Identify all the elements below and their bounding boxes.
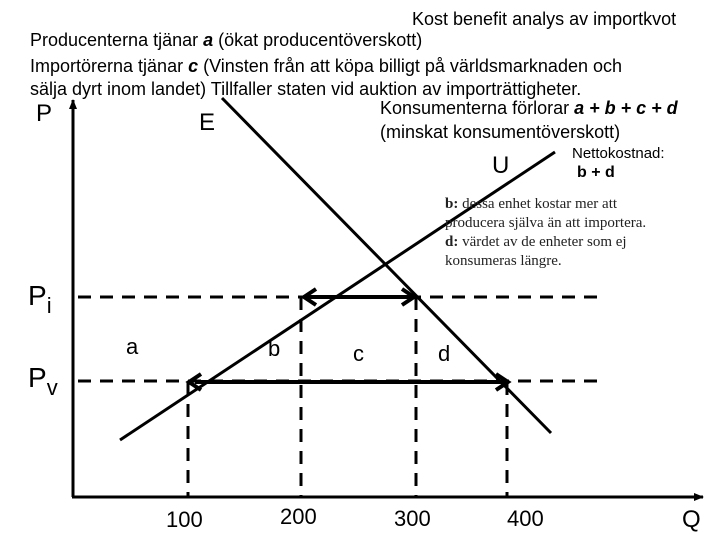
pv-label: $P_v$ <box>28 362 58 400</box>
consumers-loss: Konsumenterna förlorar a + b + c + d <box>380 98 678 118</box>
chart-title: Kost benefit analys av importkvot <box>412 9 677 29</box>
area-explanation-note: b: dessa enhet kostar mer att producera själva än att importera. d: värdet av de enheter som ej konsumeras längre. <box>445 196 647 269</box>
demand-curve-label: E <box>199 109 216 136</box>
area-d-label: d <box>438 341 451 366</box>
free-trade-import-arrow <box>189 374 508 390</box>
intro-line-importers: Importörerna tjänar c (Vinsten från att köpa billigt på världsmarknaden och <box>30 56 622 76</box>
intro-line-state: sälja dyrt inom landet) Tillfaller staten vid auktion av importrättigheter. <box>30 79 582 99</box>
area-b-label: b <box>268 336 281 361</box>
y-axis-label: P <box>36 100 53 127</box>
net-cost-label: Nettokostnad: <box>572 145 665 162</box>
x-axis-label: Q <box>682 506 701 533</box>
area-a-label: a <box>126 334 139 359</box>
net-cost-value: b + d <box>577 164 615 181</box>
x-tick-300: 300 <box>394 506 431 531</box>
x-tick-400: 400 <box>507 506 544 531</box>
x-tick-100: 100 <box>166 507 203 532</box>
supply-curve-label: U <box>492 152 510 179</box>
import-quota-arrow <box>304 289 414 305</box>
intro-line-producers: Producenterna tjänar a (ökat producentöverskott) <box>30 30 423 50</box>
pi-label: $P_i$ <box>28 280 52 318</box>
area-c-label: c <box>353 341 364 366</box>
consumers-loss-note: (minskat konsumentöverskott) <box>380 122 621 142</box>
x-tick-200: 200 <box>280 504 317 529</box>
